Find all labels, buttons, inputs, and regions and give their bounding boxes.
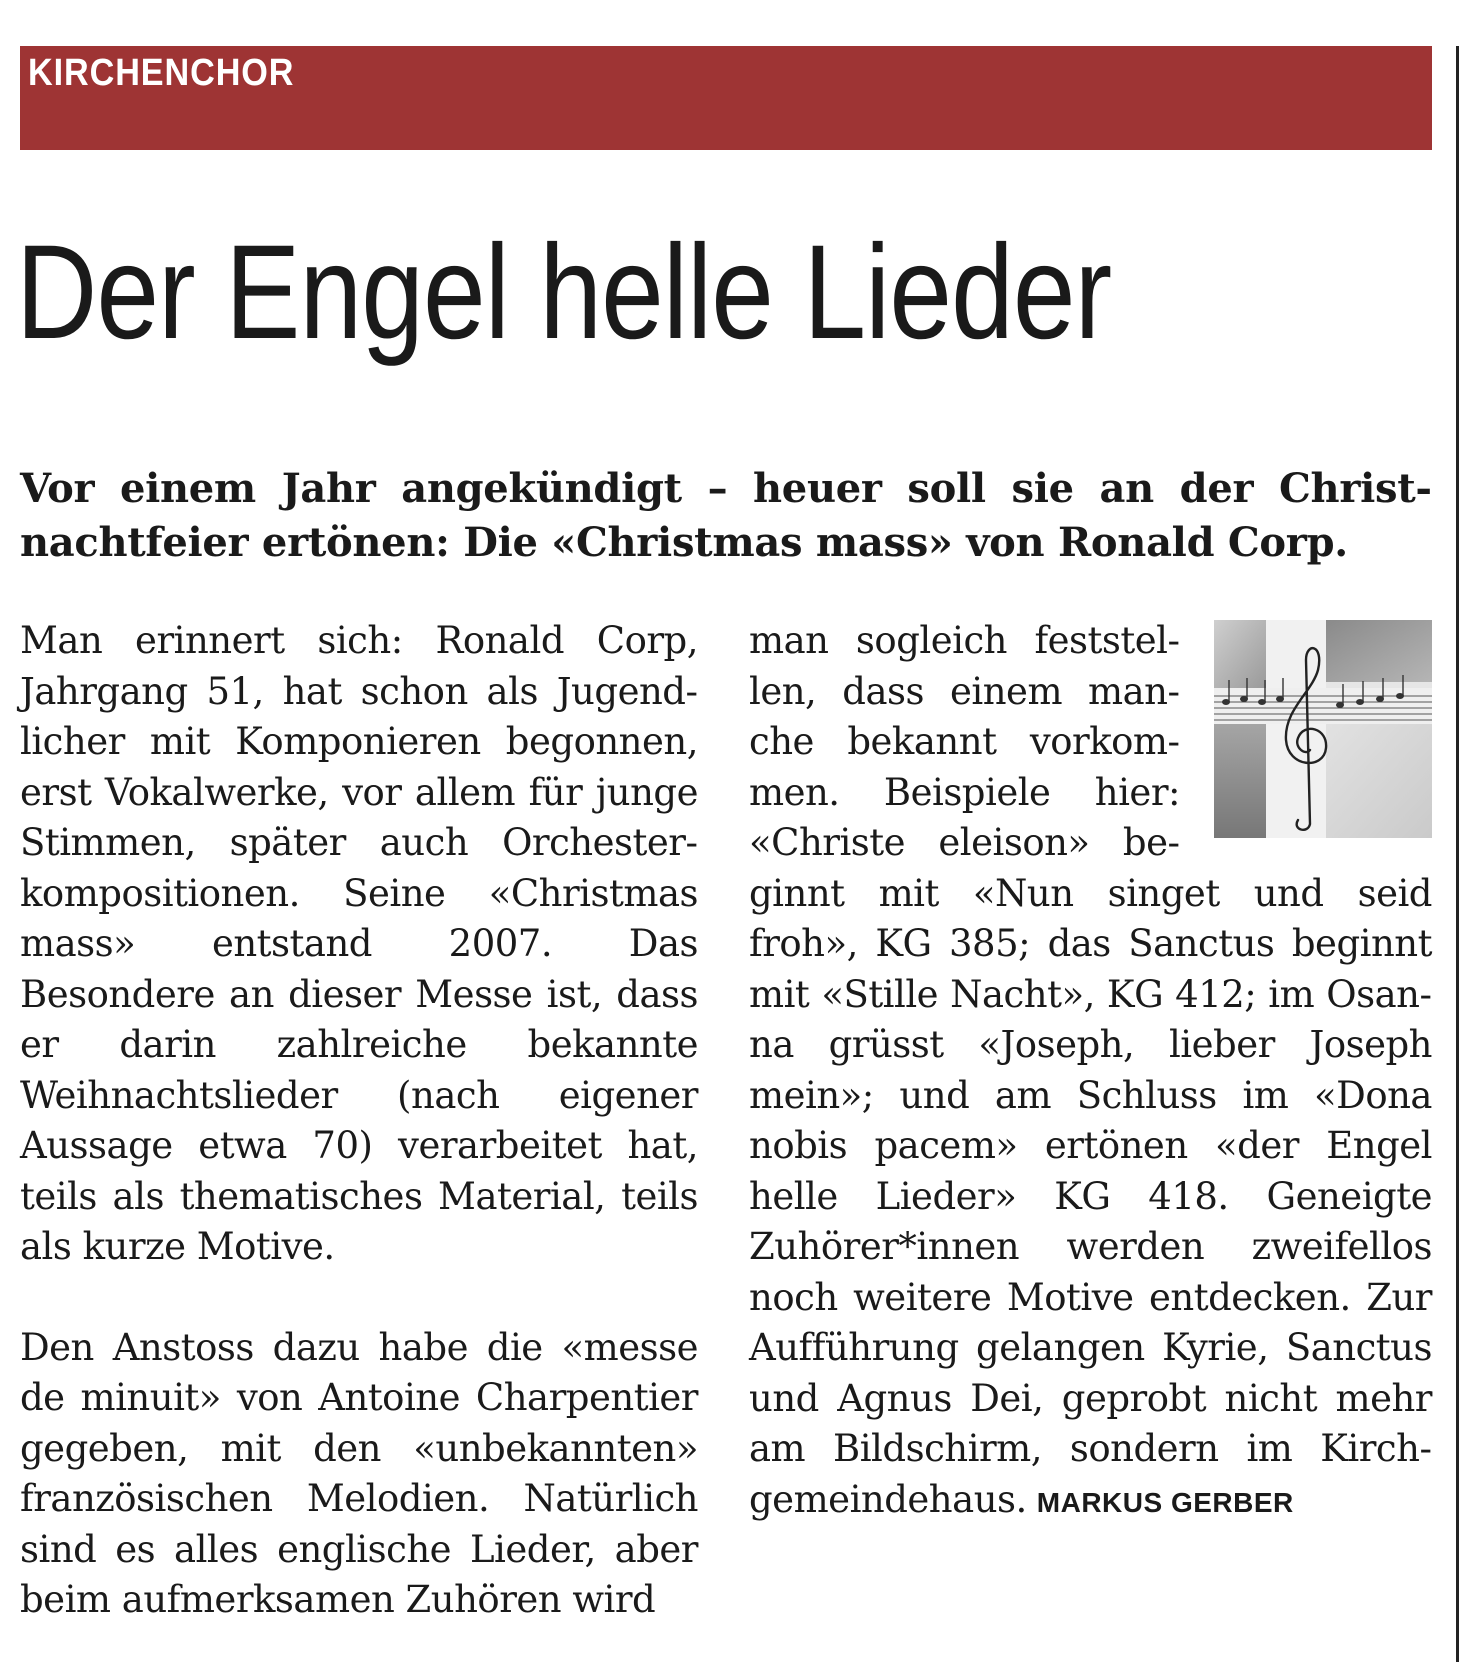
article-text: man sogleich feststellen, dass einem manche bekannt vorkommen. Beispiele hier: «Christe eleison» beginnt mit «Nun singet und seid froh», KG 385; das Sanctus beginnt mit «Stille Nacht», KG 412; im Osanna grüsst «Joseph, lieber Joseph mein»; und am Schluss im «Dona nobis pacem» ertönen «der Engel helle Lieder» KG 418. Geneigte Zuhörer*innen werden zweifellos noch weitere Motive entdecken. Zur Aufführung gelangen Kyrie, Sanctus und Agnus Dei, geprobt nicht mehr am Bildschirm, sondern im Kirchgemeindehaus. (749, 619, 1432, 1521)
article-paragraph: Den Anstoss dazu habe die «messe de minuit» von Antoine Charpentier gegeben, mit den «unbekannten» französischen Melodien. Natürlich sind es alles englische Lieder, aber beim aufmerksamen Zuhören wird (20, 1325, 698, 1621)
article-paragraph: Man erinnert sich: Ronald Corp, Jahrgang 51, hat schon als Jugendlicher mit Komponieren begonnen, erst Vokalwerke, vor allem für junge Stimmen, später auch Orchesterkompositionen. Seine «Christmas mass» entstand 2007. Das Besondere an dieser Messe ist, dass er darin zahlreiche bekannte Weihnachtslieder (nach eigener Aussage etwa 70) verarbeitet hat, teils als thematisches Material, teils als kurze Motive. (20, 619, 698, 1268)
article-column-1 (20, 616, 698, 1626)
section-label: KIRCHENCHOR (28, 52, 295, 94)
article-headline: Der Engel helle Lieder (16, 218, 1112, 367)
article-column-2 (749, 616, 1432, 1528)
article-lead: Vor einem Jahr angekündigt – heuer soll sie an der Christnachtfeier ertönen: Die «Christmas mass» von Ronald Corp. (20, 465, 1432, 566)
treble-clef-music-staff-icon (1214, 620, 1432, 838)
section-header-bar (20, 46, 1432, 150)
column-divider-rule (1456, 46, 1459, 1662)
author-byline: MARKUS GERBER (1036, 1486, 1294, 1518)
